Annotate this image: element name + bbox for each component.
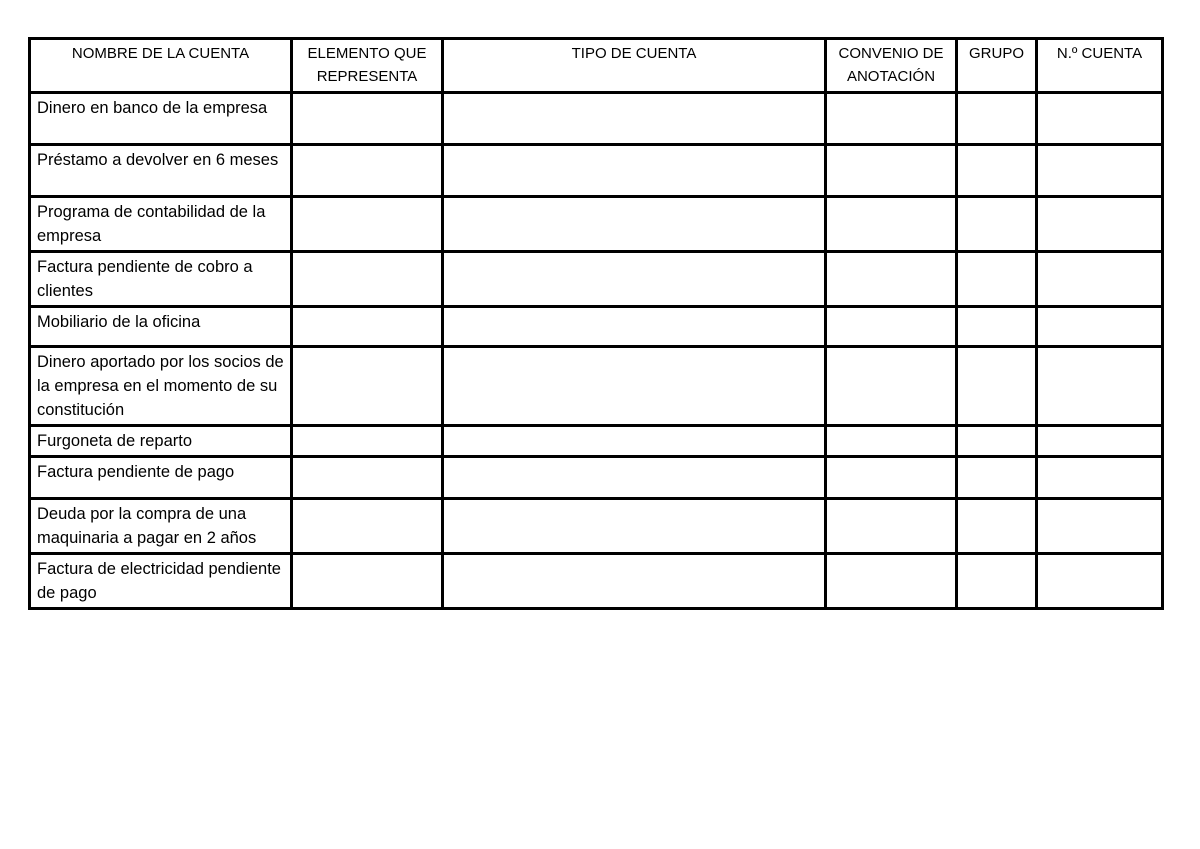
grupo-cell [957,554,1037,609]
tipo-cell [443,426,826,457]
elemento-cell [292,499,443,554]
tipo-cell [443,197,826,252]
tipo-cell [443,457,826,499]
numero-cell [1037,197,1163,252]
convenio-cell [826,307,957,347]
numero-cell [1037,93,1163,145]
convenio-cell [826,347,957,426]
account-name-cell: Factura pendiente de cobro a clientes [30,252,292,307]
elemento-cell [292,347,443,426]
grupo-cell [957,307,1037,347]
elemento-cell [292,145,443,197]
convenio-cell [826,426,957,457]
grupo-cell [957,426,1037,457]
tipo-cell [443,347,826,426]
account-name-cell: Dinero aportado por los socios de la empresa en el momento de su constitución [30,347,292,426]
grupo-cell [957,145,1037,197]
tipo-cell [443,499,826,554]
account-name-cell: Furgoneta de reparto [30,426,292,457]
account-name-cell: Mobiliario de la oficina [30,307,292,347]
tipo-cell [443,93,826,145]
grupo-cell [957,93,1037,145]
header-elemento-que-representa: ELEMENTO QUE REPRESENTA [292,39,443,93]
convenio-cell [826,197,957,252]
numero-cell [1037,554,1163,609]
grupo-cell [957,347,1037,426]
elemento-cell [292,197,443,252]
table-row [30,554,1163,609]
account-name-cell: Deuda por la compra de una maquinaria a pagar en 2 años [30,499,292,554]
grupo-cell [957,252,1037,307]
account-name-cell: Préstamo a devolver en 6 meses [30,145,292,197]
elemento-cell [292,457,443,499]
table-row [30,307,1163,347]
tipo-cell [443,252,826,307]
account-name-cell: Dinero en banco de la empresa [30,93,292,145]
table-row [30,347,1163,426]
table-row [30,197,1163,252]
numero-cell [1037,307,1163,347]
elemento-cell [292,93,443,145]
table-row [30,457,1163,499]
convenio-cell [826,499,957,554]
table-row [30,145,1163,197]
tipo-cell [443,554,826,609]
header-tipo-de-cuenta: TIPO DE CUENTA [443,39,826,93]
convenio-cell [826,457,957,499]
numero-cell [1037,499,1163,554]
table-row [30,426,1163,457]
grupo-cell [957,457,1037,499]
elemento-cell [292,307,443,347]
numero-cell [1037,426,1163,457]
table-row [30,252,1163,307]
numero-cell [1037,145,1163,197]
accounts-classification-table [28,37,1164,610]
numero-cell [1037,347,1163,426]
table-row [30,93,1163,145]
header-numero-cuenta: N.º CUENTA [1037,39,1163,93]
convenio-cell [826,252,957,307]
convenio-cell [826,93,957,145]
numero-cell [1037,252,1163,307]
tipo-cell [443,145,826,197]
convenio-cell [826,554,957,609]
convenio-cell [826,145,957,197]
grupo-cell [957,197,1037,252]
header-convenio-de-anotacion: CONVENIO DE ANOTACIÓN [826,39,957,93]
elemento-cell [292,252,443,307]
elemento-cell [292,426,443,457]
numero-cell [1037,457,1163,499]
tipo-cell [443,307,826,347]
grupo-cell [957,499,1037,554]
header-grupo: GRUPO [957,39,1037,93]
header-nombre-de-la-cuenta: NOMBRE DE LA CUENTA [30,39,292,93]
account-name-cell: Programa de contabilidad de la empresa [30,197,292,252]
account-name-cell: Factura pendiente de pago [30,457,292,499]
elemento-cell [292,554,443,609]
table-row [30,499,1163,554]
account-name-cell: Factura de electricidad pendiente de pago [30,554,292,609]
header-row [30,39,1163,93]
